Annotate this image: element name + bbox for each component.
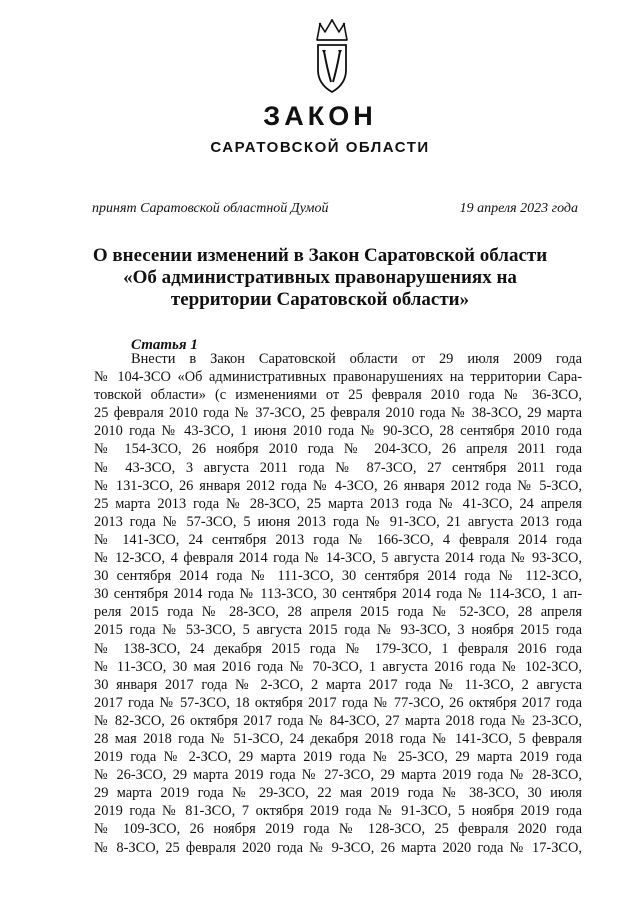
article-body [94, 350, 582, 857]
body-line: 30 сентября 2014 года № 111-ЗСО, 30 сентября 2014 года № 112-ЗСО, [94, 568, 582, 585]
body-line: № 82-ЗСО, 26 октября 2017 года № 84-ЗСО, 27 марта 2018 года № 23-ЗСО, [94, 712, 582, 729]
body-line: 30 сентября 2014 года № 113-ЗСО, 30 сентября 2014 года № 114-ЗСО, 1 ап- [94, 586, 582, 603]
body-line: реля 2015 года № 28-ЗСО, 28 апреля 2015 года № 52-ЗСО, 28 апреля [94, 604, 582, 621]
law-title [70, 245, 570, 311]
body-line: 28 мая 2018 года № 51-ЗСО, 24 декабря 2018 года № 141-ЗСО, 5 февраля [94, 730, 582, 747]
title-line: территории Саратовской области» [170, 289, 470, 310]
region-heading: САРАТОВСКОЙ ОБЛАСТИ [210, 139, 430, 156]
body-line: 2010 года № 43-ЗСО, 1 июня 2010 года № 90-ЗСО, 28 сентября 2010 года [94, 423, 582, 440]
body-line: 30 января 2017 года № 2-ЗСО, 2 марта 2017 года № 11-ЗСО, 2 августа [94, 676, 582, 693]
body-line: товской области» (с изменениями от 25 февраля 2010 года № 36-ЗСО, [94, 387, 582, 404]
adopted-by-text: принят Саратовской областной Думой [92, 201, 329, 216]
body-line: № 11-ЗСО, 30 мая 2016 года № 70-ЗСО, 1 августа 2016 года № 102-ЗСО, [94, 658, 582, 675]
title-line: «Об административных правонарушениях на [123, 267, 517, 288]
body-line: 29 марта 2019 года № 29-ЗСО, 22 мая 2019 года № 38-ЗСО, 30 июля [94, 785, 582, 802]
article-heading: Статья 1 [131, 337, 198, 353]
body-line: 2017 года № 57-ЗСО, 18 октября 2017 года № 77-ЗСО, 26 октября 2017 года [94, 694, 582, 711]
coat-of-arms-icon [312, 18, 352, 96]
body-line: № 109-ЗСО, 26 ноября 2019 года № 128-ЗСО, 25 февраля 2020 года [94, 821, 582, 838]
body-line: 2013 года № 57-ЗСО, 5 июня 2013 года № 91-ЗСО, 21 августа 2013 года [94, 513, 582, 530]
body-line: № 8-ЗСО, 25 февраля 2020 года № 9-ЗСО, 26 марта 2020 года № 17-ЗСО, [94, 839, 582, 856]
body-line: № 138-ЗСО, 24 декабря 2015 года № 179-ЗСО, 1 февраля 2016 года [94, 640, 582, 657]
body-line: № 12-ЗСО, 4 февраля 2014 года № 14-ЗСО, 5 августа 2014 года № 93-ЗСО, [94, 550, 582, 567]
body-line: № 26-ЗСО, 29 марта 2019 года № 27-ЗСО, 29 марта 2019 года № 28-ЗСО, [94, 767, 582, 784]
body-line: 25 февраля 2010 года № 37-ЗСО, 25 февраля 2010 года № 38-ЗСО, 29 марта [94, 405, 582, 422]
body-line: 25 марта 2013 года № 28-ЗСО, 25 марта 2013 года № 41-ЗСО, 24 апреля [94, 495, 582, 512]
body-line: 2019 года № 2-ЗСО, 29 марта 2019 года № 25-ЗСО, 29 марта 2019 года [94, 749, 582, 766]
body-line: № 141-ЗСО, 24 сентября 2013 года № 166-ЗСО, 4 февраля 2014 года [94, 531, 582, 548]
body-line: 2019 года № 81-ЗСО, 7 октября 2019 года № 91-ЗСО, 5 ноября 2019 года [94, 803, 582, 820]
law-word-heading: ЗАКОН [263, 101, 377, 131]
adoption-date: 19 апреля 2023 года [459, 201, 578, 216]
title-line: О внесении изменений в Закон Саратовской области [92, 245, 548, 266]
body-line: 2015 года № 53-ЗСО, 5 августа 2015 года № 93-ЗСО, 3 ноября 2015 года [94, 622, 582, 639]
body-line: № 43-ЗСО, 3 августа 2011 года № 87-ЗСО, 27 сентября 2011 года [94, 459, 582, 476]
body-line: Внести в Закон Саратовской области от 29 июля 2009 года [131, 351, 582, 367]
body-line: № 104-ЗСО «Об административных правонарушениях на территории Сара- [94, 369, 582, 386]
body-line: № 131-ЗСО, 26 января 2012 года № 4-ЗСО, 26 января 2012 года № 5-ЗСО, [94, 477, 582, 494]
body-line: № 154-ЗСО, 26 ноября 2010 года № 204-ЗСО, 26 апреля 2011 года [94, 441, 582, 458]
